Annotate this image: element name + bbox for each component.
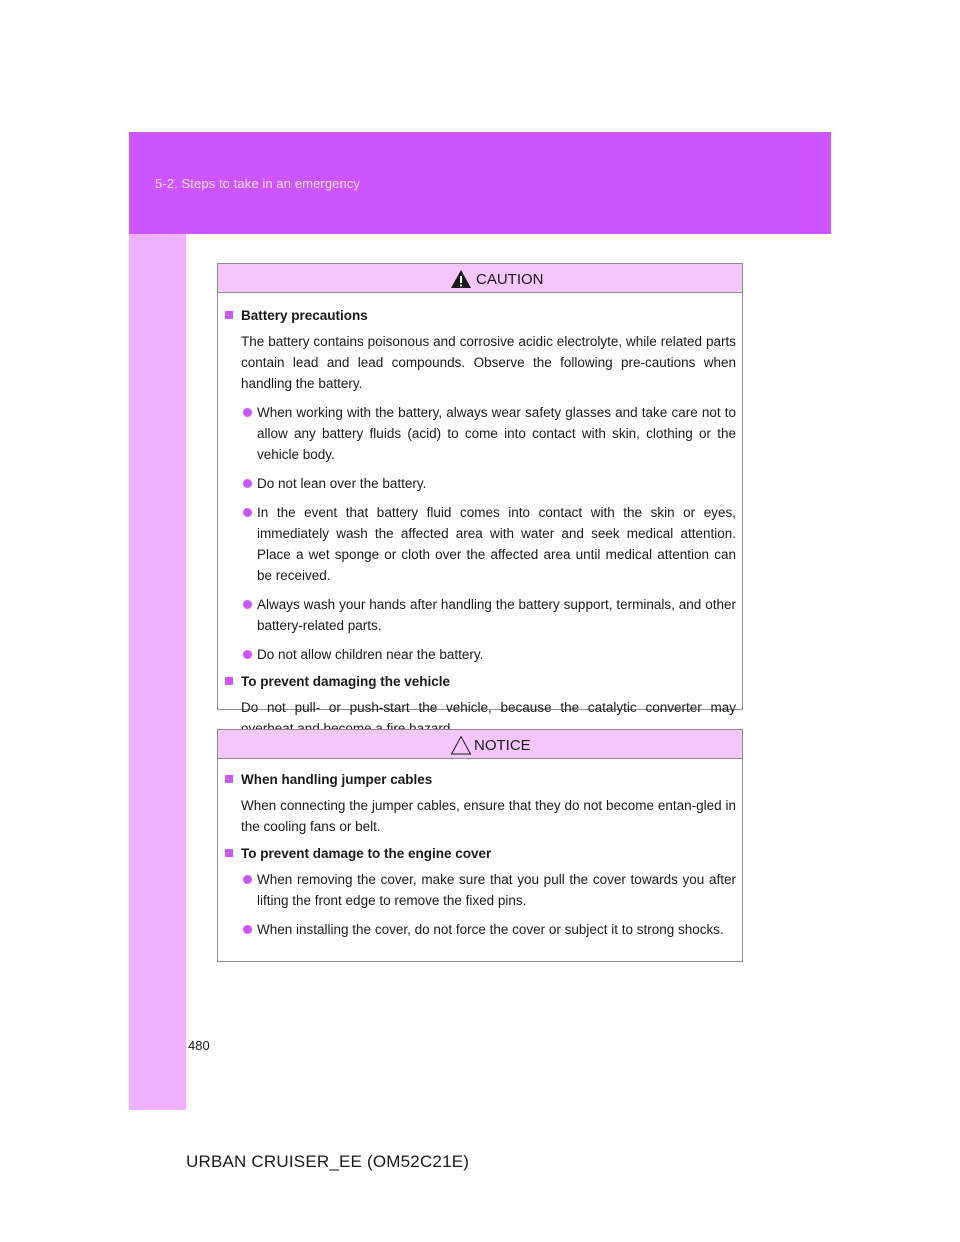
section-paragraph: The battery contains poisonous and corrosive acidic electrolyte, while related parts contain lead and lead compounds. Observe the following pre-cautions when handling the battery. xyxy=(241,334,736,391)
list-item: Do not allow children near the battery. xyxy=(224,644,736,665)
round-bullet-icon xyxy=(243,925,252,934)
section-heading: Battery precautions xyxy=(224,307,736,325)
list-item: When installing the cover, do not force the cover or subject it to strong shocks. xyxy=(224,919,736,940)
breadcrumb: 5-2. Steps to take in an emergency xyxy=(155,176,361,191)
round-bullet-icon xyxy=(243,650,252,659)
warning-triangle-icon xyxy=(450,269,472,289)
list-item: Always wash your hands after handling the battery support, terminals, and other battery-related parts. xyxy=(224,594,736,636)
side-tab-strip xyxy=(129,234,186,1110)
caution-header xyxy=(218,264,742,293)
list-item: When working with the battery, always wear safety glasses and take care not to allow any battery fluids (acid) to come into contact with skin, clothing or the vehicle body. xyxy=(224,402,736,465)
section-paragraph: When connecting the jumper cables, ensure that they do not become entan-gled in the cooling fans or belt. xyxy=(241,798,736,834)
caution-box xyxy=(217,263,743,715)
section-heading: To prevent damage to the engine cover xyxy=(224,845,736,863)
round-bullet-icon xyxy=(243,600,252,609)
notice-box xyxy=(217,729,743,962)
square-bullet-icon xyxy=(225,775,233,783)
notice-title: NOTICE xyxy=(474,737,531,754)
footer-document-code: URBAN CRUISER_EE (OM52C21E) xyxy=(186,1152,470,1171)
caution-title: CAUTION xyxy=(476,271,544,288)
square-bullet-icon xyxy=(225,849,233,857)
notice-triangle-icon xyxy=(450,735,472,755)
square-bullet-icon xyxy=(225,311,233,319)
section-heading: When handling jumper cables xyxy=(224,771,736,789)
section-paragraph: Do not pull- or push-start the vehicle, because the catalytic converter may xyxy=(241,700,736,715)
notice-header xyxy=(218,730,742,759)
list-item: When removing the cover, make sure that you pull the cover towards you after lifting the front edge to remove the fixed pins. xyxy=(224,869,736,911)
section-heading: To prevent damaging the vehicle xyxy=(224,673,736,691)
page-number: 480 xyxy=(188,1038,210,1053)
list-item: Do not lean over the battery. xyxy=(224,473,736,494)
round-bullet-icon xyxy=(243,875,252,884)
round-bullet-icon xyxy=(243,408,252,417)
round-bullet-icon xyxy=(243,508,252,517)
round-bullet-icon xyxy=(243,479,252,488)
list-item: In the event that battery fluid comes into contact with the skin or eyes, immediately wash the affected area with water and seek medical attention. Place a wet sponge or cloth over the affected area until medical attention can be received. xyxy=(224,502,736,586)
square-bullet-icon xyxy=(225,677,233,685)
